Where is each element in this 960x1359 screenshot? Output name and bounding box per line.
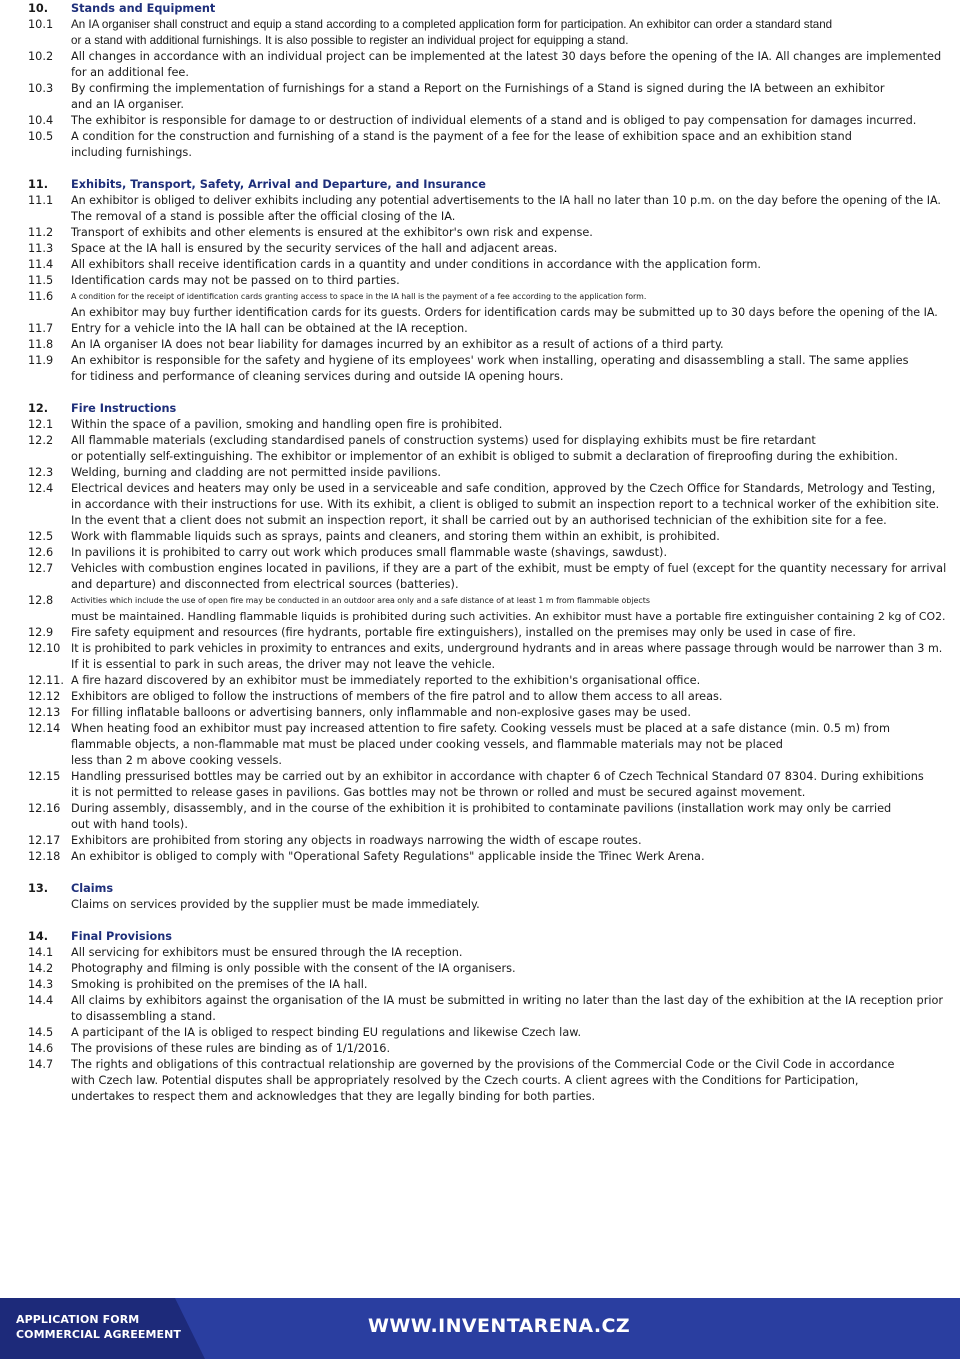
clause-text [71,465,948,481]
clause [28,1025,948,1041]
clause-line: If it is essential to park in such areas, the driver may not leave the vehicle. [71,658,496,671]
clause-number: 14.4 [28,994,54,1007]
clause [28,321,948,337]
clause [28,433,948,465]
clause-line: flammable objects, a non-flammable mat must be placed under cooking vessels, and flammable materials may not be placed [71,738,783,751]
clause-number: 14.6 [28,1042,54,1055]
clause-line: Smoking is prohibited on the premises of the IA hall. [71,978,368,991]
clause [28,81,948,113]
clause-number: 11.6 [28,290,54,303]
clause-number: 12.16 [28,802,61,815]
clause-number: 11.7 [28,322,54,335]
clause-number: 11.2 [28,226,54,239]
clause-text [71,193,948,225]
clause-text [71,321,948,337]
clause-number: 12.14 [28,722,61,735]
clause-text [71,225,948,241]
clause-line: All changes in accordance with an individual project can be implemented at the latest 30 days before the opening of the IA. All changes are implemented [71,50,942,63]
clause-line: for tidiness and performance of cleaning services during and outside IA opening hours. [71,370,564,383]
clause-number: 10.3 [28,82,54,95]
section-number: 14. [28,930,49,943]
clause-text [71,417,948,433]
clause-text [71,1041,948,1057]
clause [28,833,948,849]
clause-line: Welding, burning and cladding are not permitted inside pavilions. [71,466,441,479]
clause [28,673,948,689]
clause-number: 14.1 [28,946,54,959]
clause-line: in accordance with their instructions for use. With its exhibit, a client is obliged to submit an inspection report to a technical worker of the exhibition site. [71,498,940,511]
document-body [28,1,948,1121]
clause-line: and an IA organiser. [71,98,184,111]
clause [28,529,948,545]
clause-line: must be maintained. Handling flammable liquids is prohibited during such activities. An exhibitor must have a portable fire extinguisher containing 2 kg of CO2. [71,610,946,623]
clause-line: An IA organiser IA does not bear liability for damages incurred by an exhibitor as a result of actions of a third party. [71,338,724,351]
clause-line: Handling pressurised bottles may be carried out by an exhibitor in accordance with chapter 6 of Czech Technical Standard 07 8304. During exhibitions [71,770,924,783]
clause-text [71,705,948,721]
section-title: Final Provisions [71,930,173,943]
clause-number: 14.5 [28,1026,54,1039]
clause-line: When heating food an exhibitor must pay increased attention to fire safety. Cooking vessels must be placed at a safe distance (min. 0.5 m) from [71,722,890,735]
section-heading [28,1,948,17]
clause [28,289,948,321]
clause-text [71,1025,948,1041]
clause-text [71,241,948,257]
clause-line: All claims by exhibitors against the organisation of the IA must be submitted in writing no later than the last day of the exhibition at the IA reception prior [71,994,944,1007]
clause-number: 12.2 [28,434,54,447]
clause-line: By confirming the implementation of furnishings for a stand a Report on the Furnishings of a Stand is signed during the IA between an exhibitor [71,82,885,95]
section-title: Stands and Equipment [71,2,216,15]
clause-line: A fire hazard discovered by an exhibitor must be immediately reported to the exhibition's organisational office. [71,674,701,687]
clause-line: out with hand tools). [71,818,188,831]
clause-number: 12.15 [28,770,61,783]
clause-number: 12.10 [28,642,61,655]
clause [28,417,948,433]
clause-text [71,561,948,593]
clause-line: or a stand with additional furnishings. It is also possible to register an individual project for equipping a stand. [71,34,629,47]
clause-text [71,337,948,353]
clause-line: it is not permitted to release gases in pavilions. Gas bottles may not be thrown or rolled and must be secured against movement. [71,786,806,799]
clause-line: A participant of the IA is obliged to respect binding EU regulations and likewise Czech law. [71,1026,582,1039]
clause-line: Work with flammable liquids such as sprays, paints and cleaners, and storing them within an exhibit, is prohibited. [71,530,720,543]
clause-text [71,593,948,625]
clause-text [71,257,948,273]
clause-text [71,689,948,705]
clause-line: During assembly, disassembly, and in the course of the exhibition it is prohibited to contaminate pavilions (installation work may only be carried [71,802,892,815]
clause-number: 10.5 [28,130,54,143]
clause-text [71,625,948,641]
clause-line: to disassembling a stand. [71,1010,216,1023]
clause-line: Transport of exhibits and other elements is ensured at the exhibitor's own risk and expense. [71,226,593,239]
clause [28,257,948,273]
footer-label-line2: COMMERCIAL AGREEMENT [16,1328,182,1341]
clause-text [71,641,948,673]
section-10 [28,1,948,161]
clause-text [71,721,948,769]
clause-number: 12.18 [28,850,61,863]
clause-line: All flammable materials (excluding standardised panels of construction systems) used for displaying exhibits must be fire retardant [71,434,816,447]
clause-line: Identification cards may not be passed on to third parties. [71,274,400,287]
clause [28,113,948,129]
clause [28,1057,948,1105]
clause-number: 11.5 [28,274,54,287]
clause-text [71,977,948,993]
clause-line: and departure) and disconnected from electrical sources (batteries). [71,578,459,591]
section-13 [28,881,948,913]
clause-text [71,897,948,913]
clause-line: For filling inflatable balloons or advertising banners, only inflammable and non-explosive gases may be used. [71,706,691,719]
clause-text [71,673,948,689]
clause-number: 11.3 [28,242,54,255]
clause-text [71,849,948,865]
clause-line: It is prohibited to park vehicles in proximity to entrances and exits, underground hydrants and in areas where passage through would be narrower than 3 m. [71,642,943,655]
clause [28,849,948,865]
section-title: Claims [71,882,114,895]
section-heading [28,401,948,417]
clause [28,193,948,225]
clause-text [71,769,948,801]
clause-number: 14.3 [28,978,54,991]
clause [28,705,948,721]
clause-text [71,353,948,385]
clause-text [71,481,948,529]
clause-line: In the event that a client does not submit an inspection report, it shall be carried out by an authorised technician of the exhibition site for a fee. [71,514,887,527]
clause-number: 14.7 [28,1058,54,1071]
clause [28,337,948,353]
clause-number: 12.7 [28,562,54,575]
clause [28,49,948,81]
clause [28,977,948,993]
clause-text [71,433,948,465]
footer-label [16,1312,181,1342]
clause-number: 10.1 [28,18,54,31]
clause-number: 12.12 [28,690,61,703]
clause [28,897,948,913]
clause-number: 12.3 [28,466,54,479]
clause-line: An exhibitor is obliged to deliver exhibits including any potential advertisements to the IA hall no later than 10 p.m. on the day before the opening of the IA. [71,194,941,207]
section-title: Fire Instructions [71,402,177,415]
clause-line: undertakes to respect them and acknowledges that they are legally binding for both parties. [71,1090,596,1103]
clause [28,241,948,257]
clause-text [71,49,948,81]
clause-text [71,945,948,961]
clause-text [71,545,948,561]
clause-number: 12.5 [28,530,54,543]
clause-text [71,801,948,833]
clause-line: Vehicles with combustion engines located in pavilions, if they are a part of the exhibit, must be empty of fuel (except for the quantity necessary for arrival [71,562,947,575]
clause-text [71,993,948,1025]
section-heading [28,881,948,897]
clause [28,353,948,385]
clause-text [71,1057,948,1105]
clause-line: including furnishings. [71,146,192,159]
clause-number: 12.6 [28,546,54,559]
clause [28,993,948,1025]
clause [28,465,948,481]
website-link[interactable]: WWW.INVENTARENA.CZ [368,1315,630,1337]
clause [28,945,948,961]
clause-line: Exhibitors are prohibited from storing any objects in roadways narrowing the width of escape routes. [71,834,642,847]
clause-line: Entry for a vehicle into the IA hall can be obtained at the IA reception. [71,322,468,335]
clause-line: All exhibitors shall receive identification cards in a quantity and under conditions in accordance with the application form. [71,258,761,271]
section-heading [28,929,948,945]
clause-text [71,833,948,849]
clause [28,801,948,833]
clause-number: 12.9 [28,626,54,639]
clause-number: 12.13 [28,706,61,719]
clause [28,721,948,769]
clause-number: 14.2 [28,962,54,975]
clause-line: A condition for the receipt of identification cards granting access to space in the IA hall is the payment of a fee according to the application form. [71,292,647,301]
clause-line: The removal of a stand is possible after the official closing of the IA. [71,210,456,223]
clause [28,481,948,529]
clause-text [71,113,948,129]
clause-line: Fire safety equipment and resources (fire hydrants, portable fire extinguishers), installed on the premises may only be used in case of fire. [71,626,856,639]
clause-line: Activities which include the use of open fire may be conducted in an outdoor area only and a safe distance of at least 1 m from flammable objects [71,596,650,605]
clause-line: or potentially self-extinguishing. The exhibitor or implementor of an exhibit is obliged to submit a declaration of fireproofing during the exhibition. [71,450,898,463]
clause-line: All servicing for exhibitors must be ensured through the IA reception. [71,946,463,959]
clause-text [71,273,948,289]
clause [28,641,948,673]
footer-label-line1: APPLICATION FORM [16,1313,140,1326]
clause-line: The provisions of these rules are binding as of 1/1/2016. [71,1042,391,1055]
clause-line: Photography and filming is only possible with the consent of the IA organisers. [71,962,516,975]
clause-text [71,529,948,545]
clause-text [71,289,948,321]
clause-line: Electrical devices and heaters may only be used in a serviceable and safe condition, approved by the Czech Office for Standards, Metrology and Testing, [71,482,936,495]
clause-text [71,961,948,977]
clause-line: Exhibitors are obliged to follow the instructions of members of the fire patrol and to allow them access to all areas. [71,690,723,703]
section-14 [28,929,948,1105]
clause-line: An exhibitor is responsible for the safety and hygiene of its employees' work when installing, operating and disassembling a stall. The same applies [71,354,909,367]
clause [28,769,948,801]
section-number: 11. [28,178,49,191]
clause-number: 11.9 [28,354,54,367]
clause-number: 12.11. [28,674,64,687]
clause-number: 10.4 [28,114,54,127]
clause-number: 10.2 [28,50,54,63]
clause-line: The exhibitor is responsible for damage to or destruction of individual elements of a stand and is obliged to pay compensation for damages incurred. [71,114,917,127]
clause-number: 11.4 [28,258,54,271]
clause-number [28,897,71,913]
section-number: 13. [28,882,49,895]
section-11 [28,177,948,385]
clause-number: 12.17 [28,834,61,847]
section-number: 10. [28,2,49,15]
clause-line: for an additional fee. [71,66,189,79]
clause-text [71,17,948,49]
clause [28,593,948,625]
clause-line: Claims on services provided by the supplier must be made immediately. [71,898,480,911]
section-number: 12. [28,402,49,415]
clause [28,1041,948,1057]
clause [28,961,948,977]
clause-number: 11.1 [28,194,54,207]
clause-number: 12.4 [28,482,54,495]
section-heading [28,177,948,193]
clause-line: An exhibitor is obliged to comply with "Operational Safety Regulations" applicable inside the Třinec Werk Arena. [71,850,705,863]
clause [28,545,948,561]
clause-line: A condition for the construction and furnishing of a stand is the payment of a fee for the lease of exhibition space and an exhibition stand [71,130,852,143]
clause [28,273,948,289]
clause-line: with Czech law. Potential disputes shall be appropriately resolved by the Czech courts. A client agrees with the Conditions for Participation, [71,1074,859,1087]
section-12 [28,401,948,865]
clause-line: In pavilions it is prohibited to carry out work which produces small flammable waste (shavings, sawdust). [71,546,668,559]
clause-line: An IA organiser shall construct and equip a stand according to a completed application form for participation. An exhibitor can order a standard stand [71,18,833,31]
clause-text [71,81,948,113]
clause [28,17,948,49]
clause [28,561,948,593]
clause-number: 12.1 [28,418,54,431]
clause-line: The rights and obligations of this contractual relationship are governed by the provisions of the Commercial Code or the Civil Code in accordance [71,1058,895,1071]
clause-line: Within the space of a pavilion, smoking and handling open fire is prohibited. [71,418,503,431]
clause [28,625,948,641]
section-title: Exhibits, Transport, Safety, Arrival and Departure, and Insurance [71,178,486,191]
clause-number: 11.8 [28,338,54,351]
clause-line: An exhibitor may buy further identification cards for its guests. Orders for identification cards may be submitted up to 30 days before the opening of the IA. [71,306,938,319]
clause [28,225,948,241]
clause-number: 12.8 [28,594,54,607]
clause-text [71,129,948,161]
clause [28,129,948,161]
footer-banner [0,1298,960,1359]
clause-line: Space at the IA hall is ensured by the security services of the hall and adjacent areas. [71,242,558,255]
clause-line: less than 2 m above cooking vessels. [71,754,282,767]
clause [28,689,948,705]
